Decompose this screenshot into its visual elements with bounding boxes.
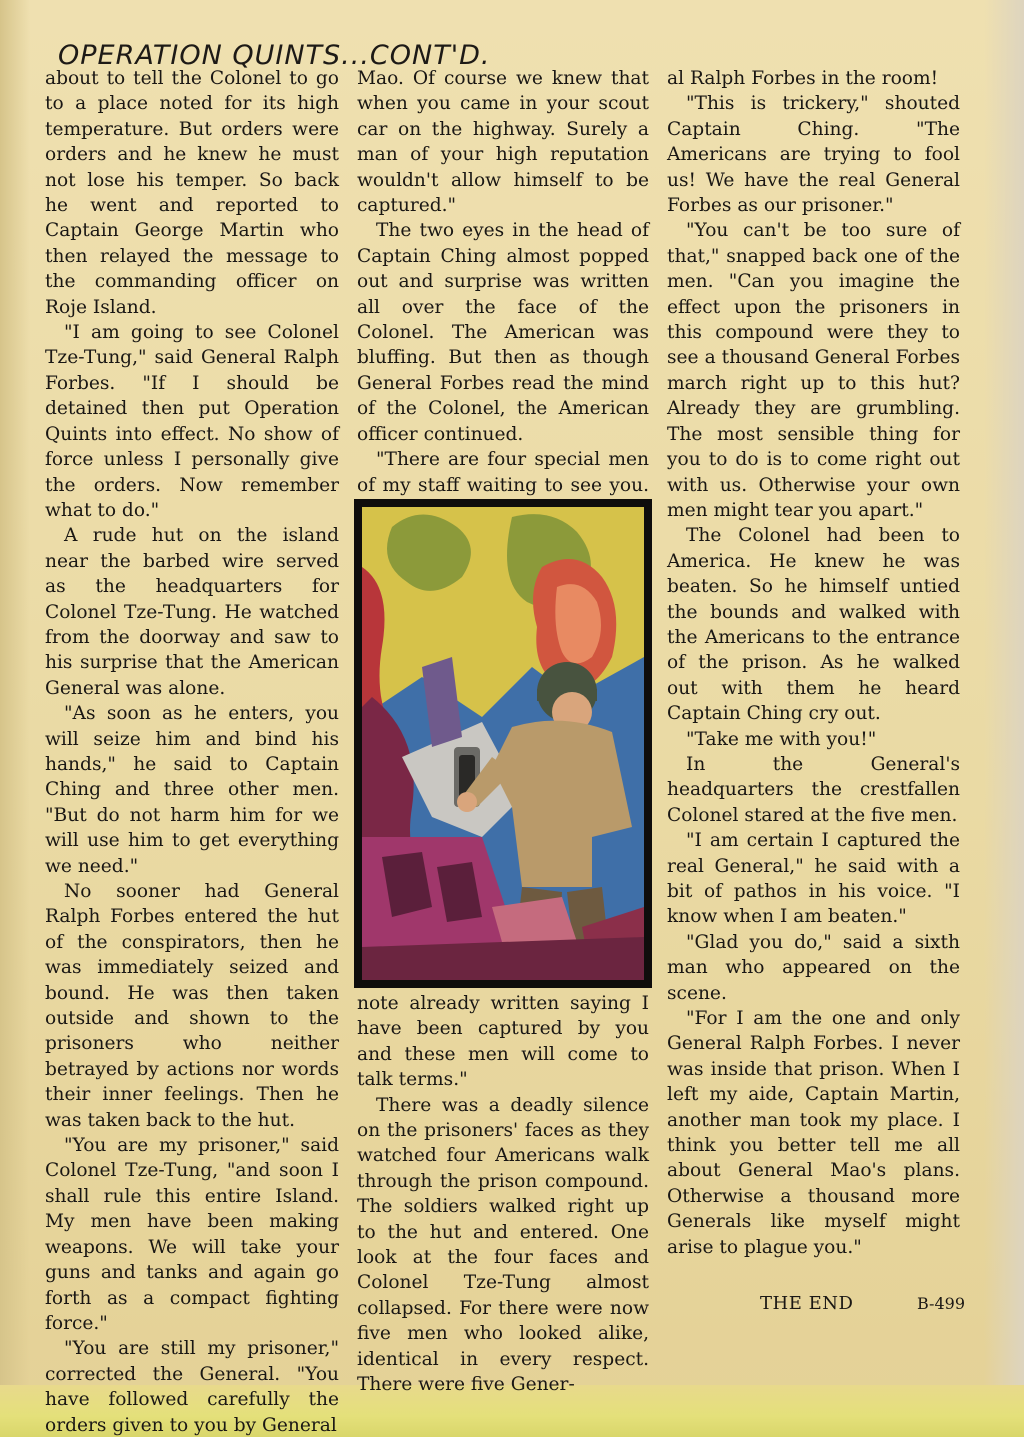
paragraph: "Take me with you!" (686, 728, 877, 750)
paragraph: Mao. Of course we knew that when you came in your scout car on the highway. Surely a man of your high reputation wouldn't allow himself to be captured." (357, 68, 649, 217)
paragraph: al Ralph Forbes in the room! (667, 68, 939, 89)
text-column-2-bottom (357, 991, 649, 1398)
paragraph: "Glad you do," said a sixth man who appeared on the scene. (667, 931, 960, 1004)
paragraph: note already written saying I have been captured by you and these men will come to talk terms." (357, 993, 649, 1091)
paragraph: "You are still my prisoner," corrected the General. "You have followed carefully the orders given to you by General (45, 1338, 339, 1436)
text-column-1 (45, 66, 339, 1437)
paragraph: No sooner had General Ralph Forbes entered the hut of the conspirators, then he was immediately seized and bound. He was then taken outside and shown to the prisoners who neither betrayed by actions nor words their inner feelings. Then he was taken back to the hut. (45, 881, 339, 1131)
paragraph: "I am certain I captured the real General," he said with a bit of pathos in his voice. "I know when I am beaten." (667, 830, 960, 928)
page-right-margin (984, 0, 1024, 1437)
comic-illustration-panel (354, 499, 652, 988)
paragraph: In the General's headquarters the crestfallen Colonel stared at the five men. (667, 753, 960, 826)
paragraph: The two eyes in the head of Captain Ching almost popped out and surprise was written all over the face of the Colonel. The American was bluffing. But then as though General Forbes read the mind of the Colonel, the American officer continued. (357, 220, 649, 445)
page-edge-stain (0, 0, 30, 1437)
text-column-2-top (357, 66, 649, 523)
paragraph: "I am going to see Colonel Tze-Tung," said General Ralph Forbes. "If I should be detained then put Operation Quints into effect. No show of force unless I personally give the orders. Now remember what to do." (45, 322, 339, 521)
paragraph: A rude hut on the island near the barbed wire served as the headquarters for Colonel Tze-Tung. He watched from the doorway and saw to his surprise that the American General was alone. (45, 525, 339, 699)
paragraph: "This is trickery," shouted Captain Ching. "The Americans are trying to fool us! We have the real General Forbes as our prisoner." (667, 93, 960, 217)
paragraph: There was a deadly silence on the prisoners' faces as they watched four Americans walk through the prison compound. The soldiers walked right up to the hut and entered. One look at the four faces and Colonel Tze-Tung almost collapsed. For there were now five men who looked alike, identical in every respect. There were five Gener- (357, 1094, 649, 1396)
paragraph: "You can't be too sure of that," snapped back one of the men. "Can you imagine the effect upon the prisoners in this compound were they to see a thousand General Forbes march right up to this hut? Already they are grumbling. The most sensible thing for you to do is to come right out with us. Otherwise your own men might tear you apart." (667, 220, 960, 521)
story-title: OPERATION QUINTS...CONT'D. (58, 40, 491, 71)
paragraph: "There are four special men of my staff waiting to see you. (357, 449, 649, 496)
paragraph: "You are my prisoner," said Colonel Tze-Tung, "and soon I shall rule this entire Island. My men have been making weapons. We will take your guns and tanks and again go forth as a compact fighting force." (45, 1135, 339, 1334)
story-footer (760, 1293, 965, 1314)
paragraph: The Colonel had been to America. He knew he was beaten. So he himself untied the bounds and walked with the Americans to the entrance of the prison. As he walked out with them he heard Captain Ching cry out. (667, 525, 960, 725)
paragraph: "As soon as he enters, you will seize him and bind his hands," he said to Captain Ching and three other men. "But do not harm him for we will use him to get everything we need." (45, 703, 339, 877)
paragraph: "For I am the one and only General Ralph Forbes. I never was inside that prison. When I left my aide, Captain Martin, another man took my place. I think you better tell me all about General Mao's plans. Otherwise a thousand more Generals like myself might arise to plague you." (667, 1008, 960, 1258)
paragraph: about to tell the Colonel to go to a place noted for its high temperature. But orders were orders and he knew he must not lose his temper. So back he went and reported to Captain George Martin who then relayed the message to the commanding officer on Roje Island. (45, 68, 339, 318)
page-code: B-499 (917, 1294, 965, 1313)
text-column-3 (667, 66, 960, 1260)
explosion-soldier-illustration (362, 507, 644, 980)
the-end-label: THE END (760, 1293, 854, 1314)
